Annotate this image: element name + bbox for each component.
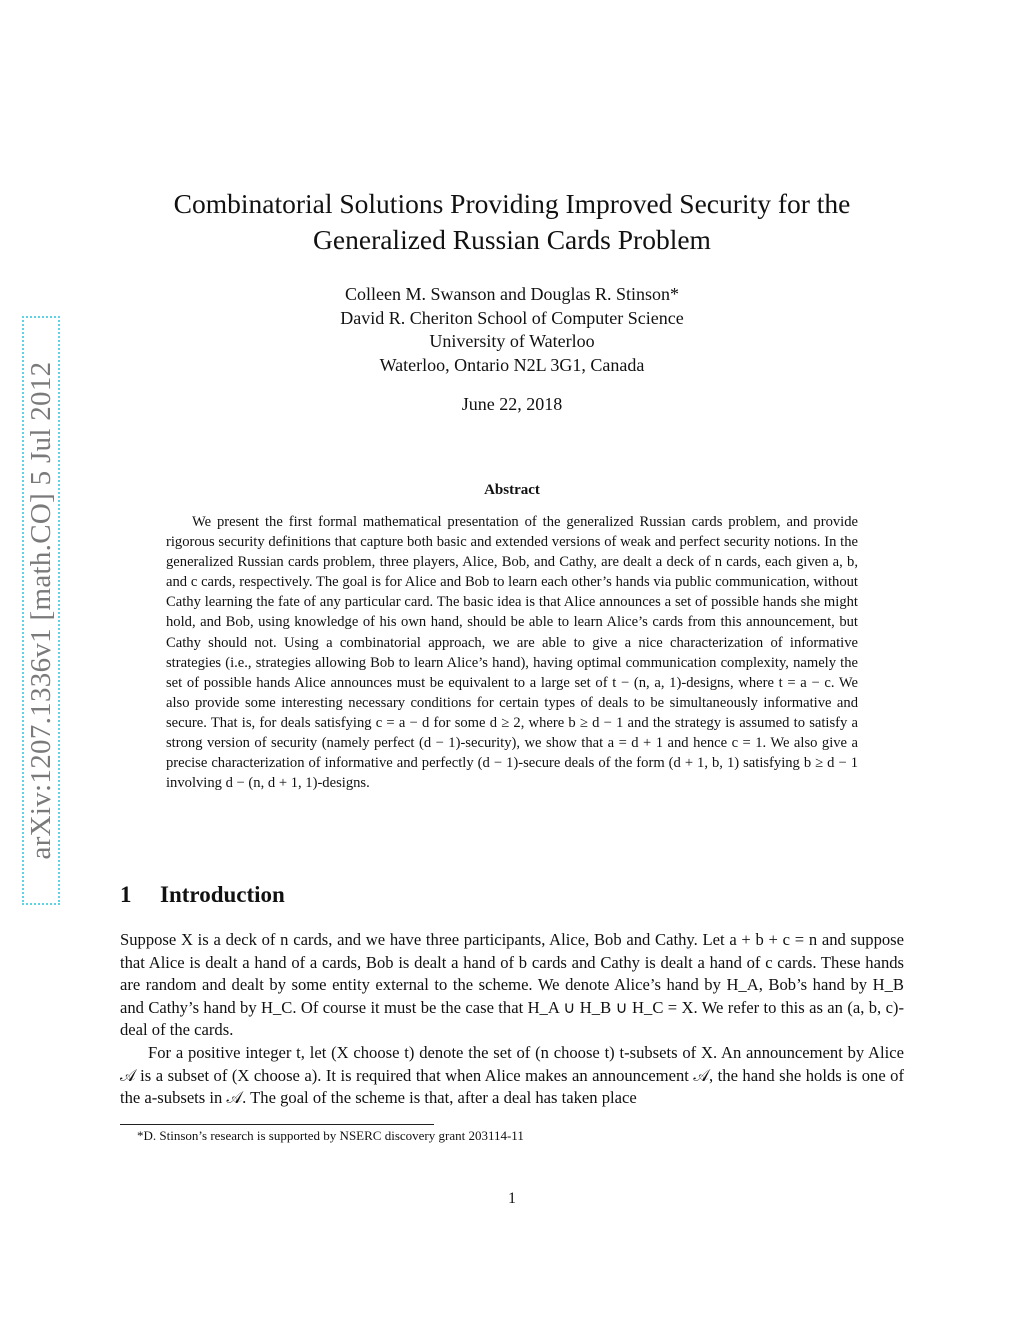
section-heading (120, 882, 620, 908)
paragraph: For a positive integer t, let (X choose t) denote the set of (n choose t) t-subsets of X. An announcement by Alice 𝒜 is a subset of (X choose a). It is required that when Alice makes an announcement 𝒜, the hand she holds is one of the a-subsets in 𝒜. The goal of the scheme is that, after a deal has taken place (120, 1042, 904, 1108)
author-names: Colleen M. Swanson and Douglas R. Stinson* (344, 284, 679, 304)
footnote: *D. Stinson’s research is supported by NSERC discovery grant 203114-11 (137, 1128, 524, 1143)
paragraph: Suppose X is a deck of n cards, and we have three participants, Alice, Bob and Cathy. Let a + b + c = n and suppose that Alice is dealt a hand of a cards, Bob is dealt a hand of b cards and Cathy is dealt a hand of c cards. These hands are random and dealt by some entity external to the scheme. We denote Alice’s hand by H_A, Bob’s hand by H_B and Cathy’s hand by H_C. Of course it must be the case that H_A ∪ H_B ∪ H_C = X. We refer to this as an (a, b, c)-deal of the cards. (120, 930, 904, 1040)
author-block (240, 283, 784, 377)
title-line-2: Generalized Russian Cards Problem (313, 224, 711, 255)
footnote-divider (120, 1124, 434, 1125)
paper-date: June 22, 2018 (461, 394, 563, 414)
arxiv-identifier: arXiv:1207.1336v1 [math.CO] 5 Jul 2012 (22, 316, 60, 905)
abstract-text: We present the first formal mathematical presentation of the generalized Russian cards problem, and provide rigorous security definitions that capture both basic and extended versions of weak and perfect security notions. In the generalized Russian cards problem, three players, Alice, Bob, and Cathy, are dealt a deck of n cards, each given a, b, and c cards, respectively. The goal is for Alice and Bob to learn each other’s hands via public communication, without Cathy learning the fate of any particular card. The basic idea is that Alice announces a set of possible hands she might hold, and Bob, using knowledge of his own hand, should be able to learn Alice’s cards from this announcement, but Cathy should not. Using a combinatorial approach, we are able to give a nice characterization of informative strategies (i.e., strategies allowing Bob to learn Alice’s hand), having optimal communication complexity, namely the set of possible hands Alice announces must be equivalent to a large set of t − (n, a, 1)-designs, where t = a − c. We also provide some interesting necessary conditions for certain types of deals to be simultaneously informative and secure. That is, for deals satisfying c = a − d for some d ≥ 2, where b ≥ d − 1 and the strategy is assumed to satisfy a strong version of security (namely perfect (d − 1)-security), we show that a = d + 1 and hence c = 1. We also give a precise characterization of informative and perfectly (d − 1)-secure deals of the form (d + 1, b, 1) satisfying b ≥ d − 1 involving d − (n, d + 1, 1)-designs. (166, 514, 858, 792)
introduction-body (120, 929, 904, 1110)
paper-title (140, 186, 884, 258)
title-line-1: Combinatorial Solutions Providing Improved Security for the (173, 188, 851, 219)
affiliation-line: Waterloo, Ontario N2L 3G1, Canada (379, 354, 645, 375)
abstract-heading: Abstract (484, 482, 540, 498)
section-number: 1 (120, 882, 132, 907)
section-title: Introduction (160, 882, 285, 907)
affiliation-line: David R. Cheriton School of Computer Science (340, 307, 684, 328)
affiliation-line: University of Waterloo (429, 331, 595, 351)
page-number: 1 (508, 1190, 516, 1207)
